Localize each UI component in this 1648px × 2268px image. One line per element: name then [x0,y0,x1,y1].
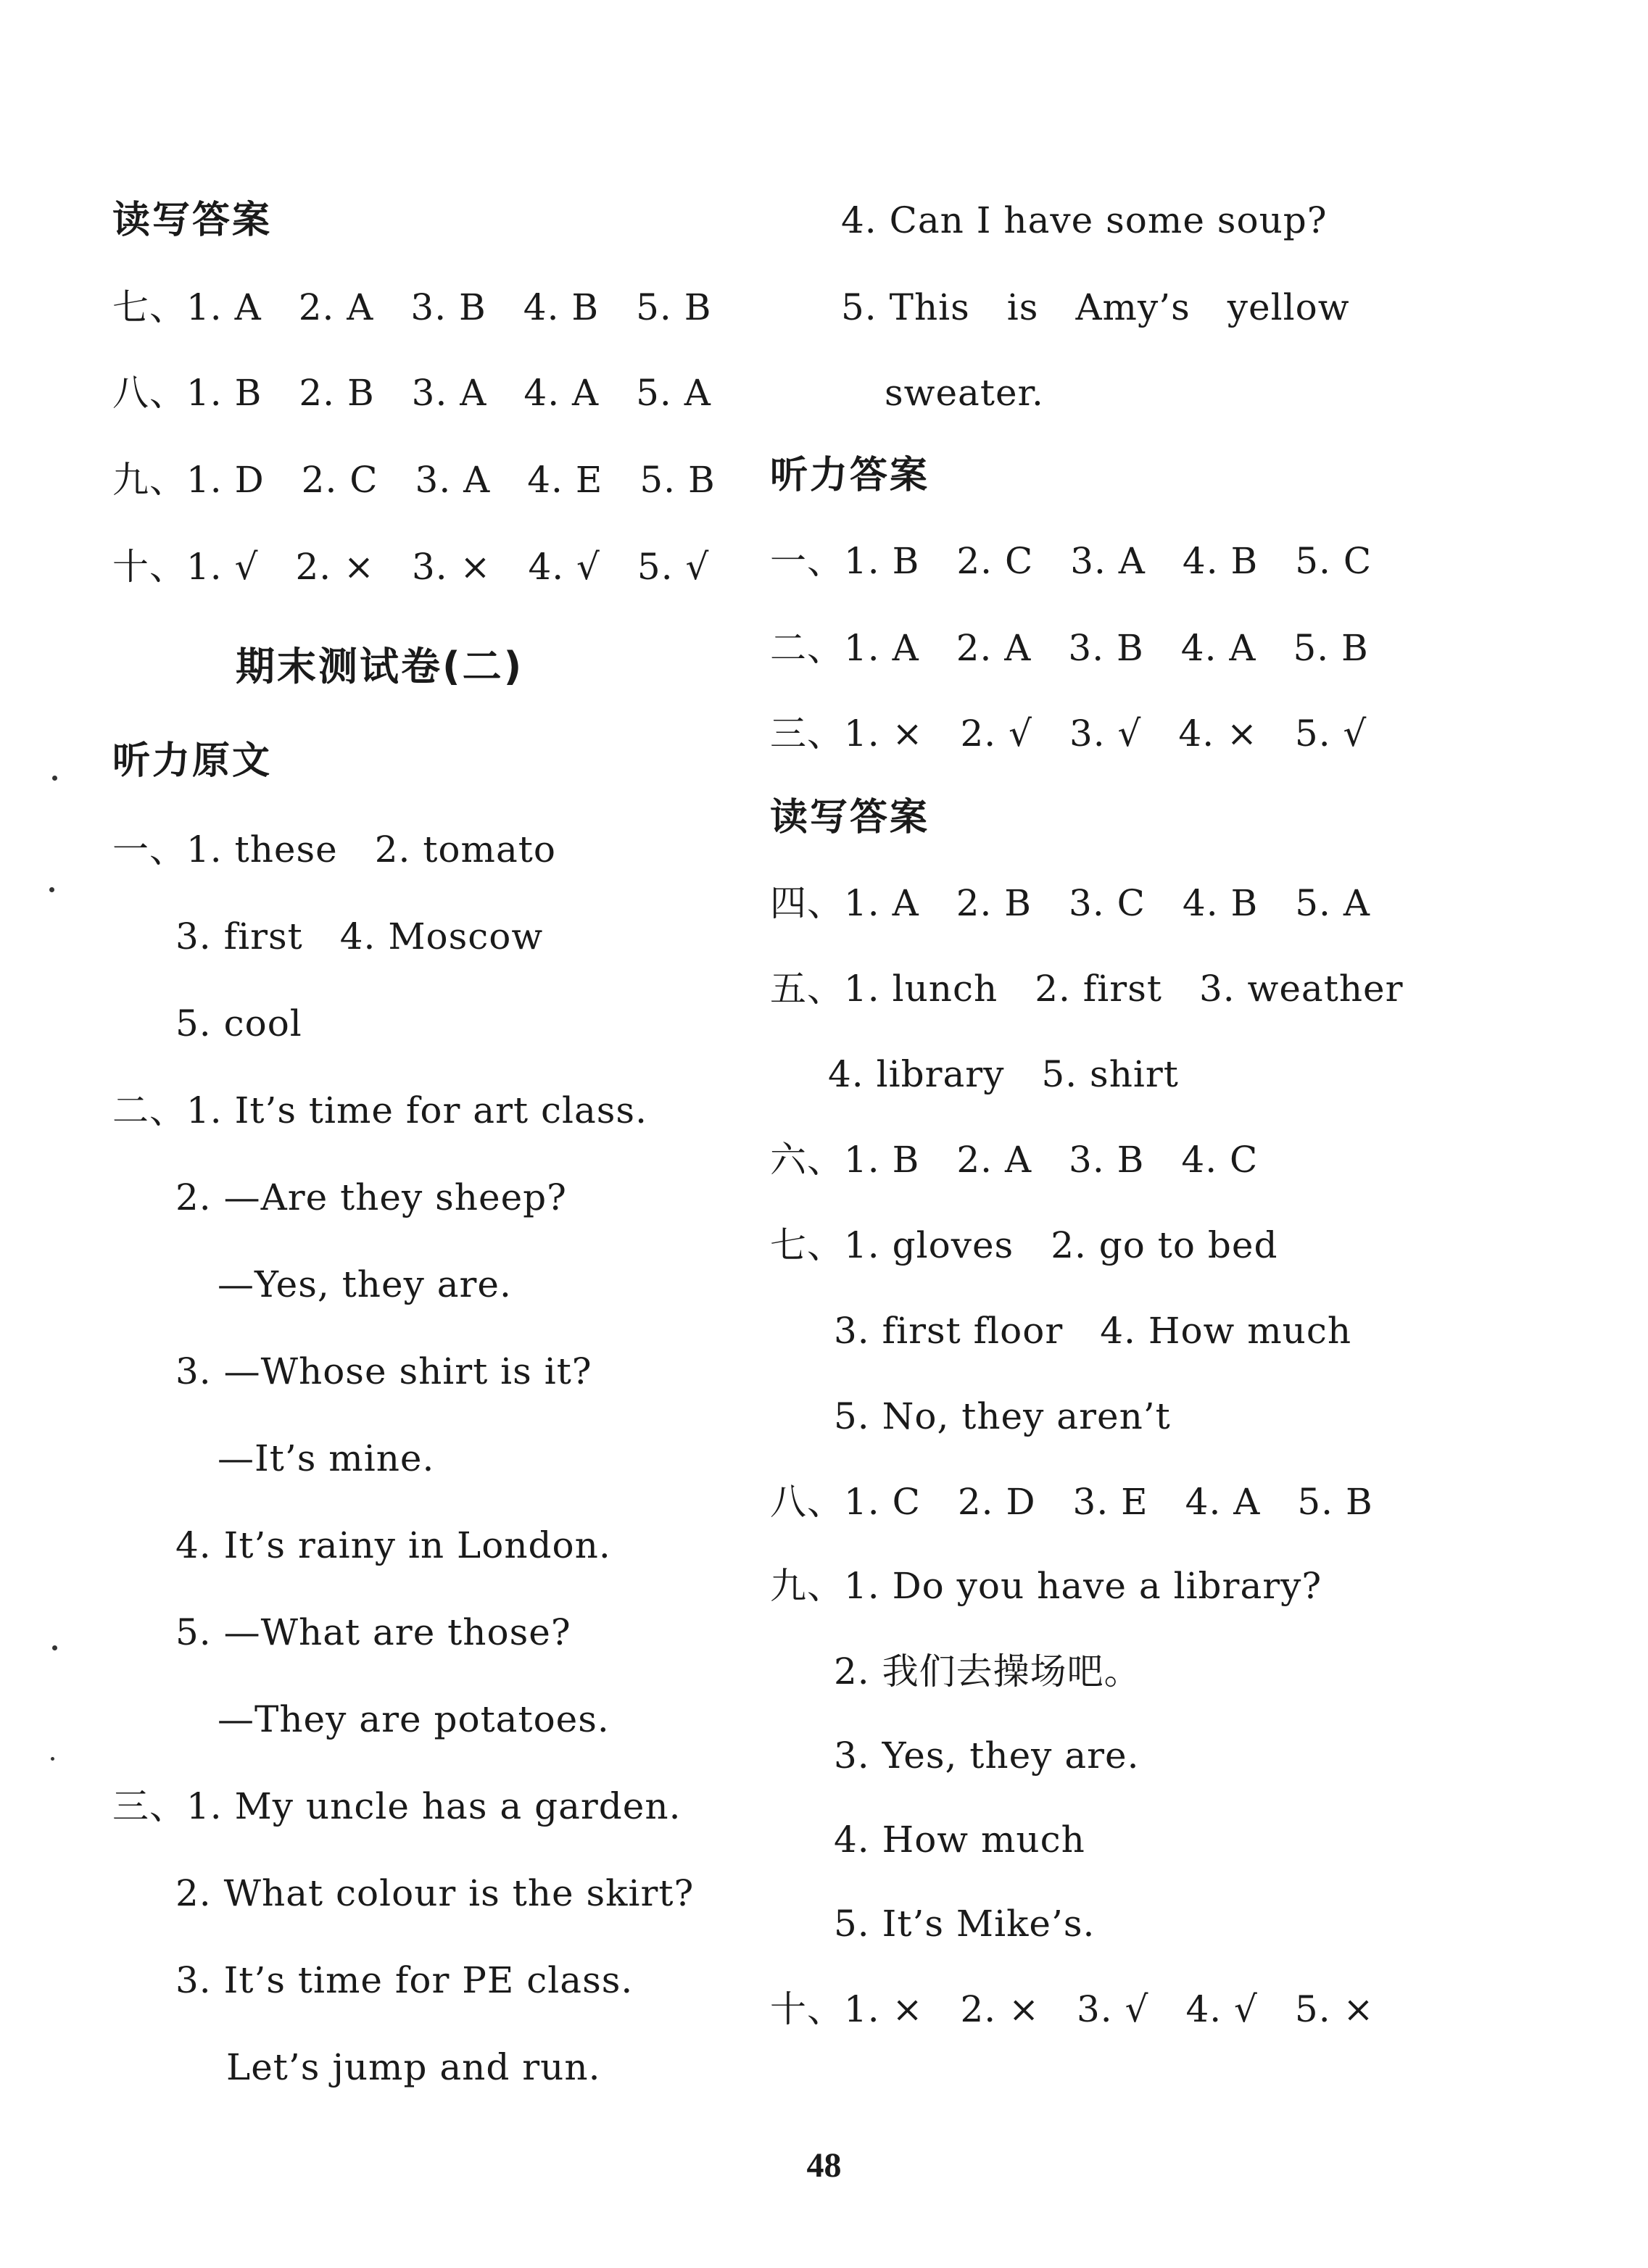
answer-line-a1: 一、1. B 2. C 3. A 4. B 5. C [770,540,1372,582]
transcript-line-1a: 一、1. these 2. tomato [112,828,556,871]
answer-line-a5b: 4. library 5. shirt [828,1053,1179,1095]
transcript-line-3d: Let’s jump and run. [226,2046,601,2088]
answer-line-a6: 六、1. B 2. A 3. B 4. C [770,1139,1259,1181]
scan-speck [51,1757,54,1761]
transcript-line-2h: —They are potatoes. [218,1698,610,1740]
transcript-line-2b: 2. —Are they sheep? [175,1176,567,1218]
answer-line-a4: 四、1. A 2. B 3. C 4. B 5. A [770,882,1370,924]
section-heading-listening-transcript: 听力原文 [112,739,273,783]
transcript-line-r5b: sweater. [885,372,1044,414]
answer-line-q10: 十、1. √ 2. × 3. × 4. √ 5. √ [112,546,710,588]
section-heading-read-write-answers-2: 读写答案 [770,796,930,839]
answer-line-a5a: 五、1. lunch 2. first 3. weather [770,968,1404,1010]
exam-title: 期末测试卷(二) [236,644,524,689]
answer-line-a8: 八、1. C 2. D 3. E 4. A 5. B [770,1481,1373,1523]
answer-line-a7c: 5. No, they aren’t [834,1395,1171,1437]
transcript-line-2c: —Yes, they are. [218,1263,512,1305]
answer-line-q9: 九、1. D 2. C 3. A 4. E 5. B [112,459,716,501]
answer-line-a9b: 2. 我们去操场吧。 [834,1650,1141,1692]
transcript-line-r4: 4. Can I have some soup? [841,199,1328,241]
answer-line-a7a: 七、1. gloves 2. go to bed [770,1224,1278,1266]
transcript-line-2f: 4. It’s rainy in London. [175,1524,611,1566]
answer-line-a9e: 5. It’s Mike’s. [834,1903,1096,1945]
transcript-line-1c: 5. cool [175,1002,302,1044]
section-heading-listening-answers: 听力答案 [770,454,930,497]
answer-line-a2: 二、1. A 2. A 3. B 4. A 5. B [770,627,1369,669]
transcript-line-1b: 3. first 4. Moscow [175,915,544,958]
transcript-line-3a: 三、1. My uncle has a garden. [112,1785,682,1827]
answer-line-a10: 十、1. × 2. × 3. √ 4. √ 5. × [770,1988,1375,2030]
answer-line-q7: 七、1. A 2. A 3. B 4. B 5. B [112,286,712,328]
transcript-line-3c: 3. It’s time for PE class. [175,1959,634,2001]
scan-speck [52,776,57,781]
answer-line-q8: 八、1. B 2. B 3. A 4. A 5. A [112,372,711,414]
transcript-line-r5: 5. This is Amy’s yellow [841,286,1350,328]
transcript-line-3b: 2. What colour is the skirt? [175,1872,695,1914]
transcript-line-2e: —It’s mine. [218,1437,435,1479]
answer-line-a9c: 3. Yes, they are. [834,1735,1140,1777]
answer-line-a7b: 3. first floor 4. How much [834,1310,1352,1352]
answer-line-a9a: 九、1. Do you have a library? [770,1565,1322,1607]
page-number: 48 [806,2146,842,2185]
answer-line-a9d: 4. How much [834,1819,1085,1861]
transcript-line-2g: 5. —What are those? [175,1611,571,1653]
transcript-line-2d: 3. —Whose shirt is it? [175,1350,592,1392]
transcript-line-2a: 二、1. It’s time for art class. [112,1089,647,1131]
scan-speck [49,887,54,892]
section-heading-read-write-answers: 读写答案 [112,199,273,242]
scan-speck [52,1645,57,1650]
answer-line-a3: 三、1. × 2. √ 3. √ 4. × 5. √ [770,713,1367,755]
